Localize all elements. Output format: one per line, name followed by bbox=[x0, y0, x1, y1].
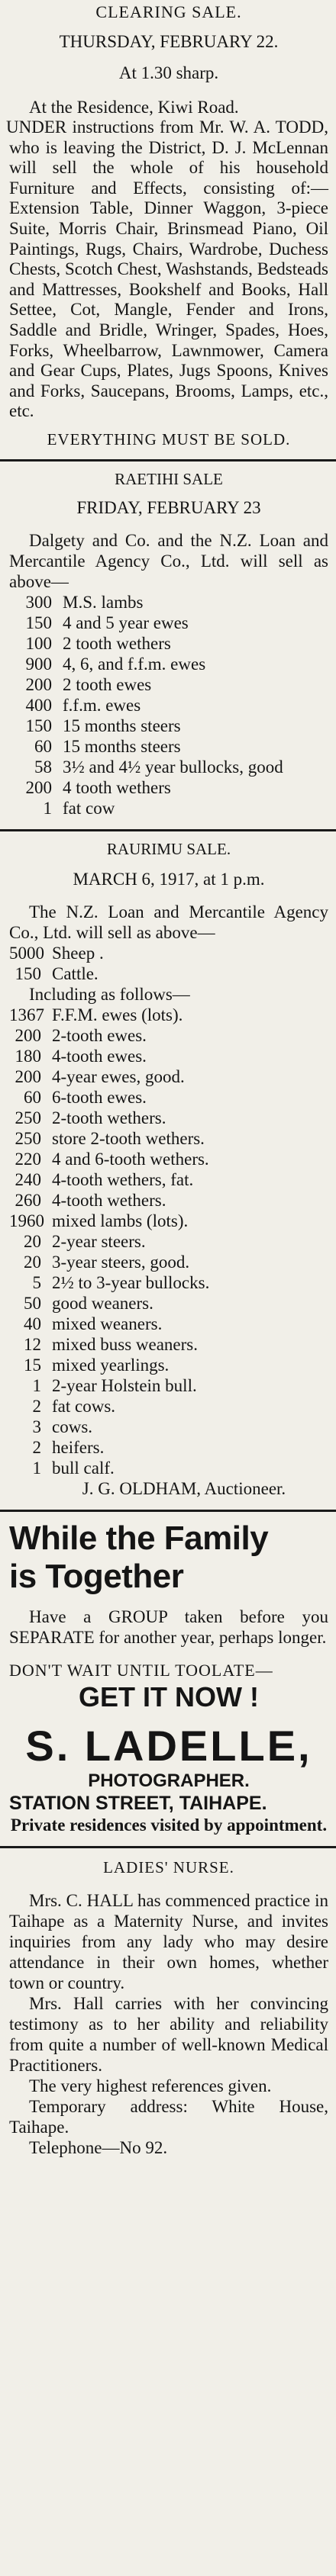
raurimu-including: Including as follows— bbox=[29, 984, 190, 1004]
raetihi-sale-date: FRIDAY, FEBRUARY 23 bbox=[76, 497, 261, 517]
lot-description: 15 months steers bbox=[63, 716, 181, 735]
lot-row bbox=[9, 633, 328, 654]
lot-quantity: 2 bbox=[32, 1437, 41, 1457]
lot-description: good weaners. bbox=[52, 1293, 153, 1313]
clearing-sale-footer: EVERYTHING MUST BE SOLD. bbox=[47, 429, 291, 449]
raurimu-summary-list bbox=[9, 943, 328, 984]
photographer-name: S. LADELLE, bbox=[25, 1721, 312, 1770]
lot-description: 4-tooth ewes. bbox=[52, 1046, 147, 1066]
lot-row bbox=[9, 1190, 328, 1211]
lot-quantity: 180 bbox=[15, 1046, 41, 1066]
lot-row bbox=[9, 943, 328, 963]
lot-quantity: 900 bbox=[25, 654, 52, 674]
nurse-title: LADIES' NURSE. bbox=[103, 1857, 234, 1877]
lot-row bbox=[9, 1293, 328, 1314]
lot-row bbox=[9, 736, 328, 757]
lot-quantity: 100 bbox=[25, 633, 52, 653]
lot-description: 4 tooth wethers bbox=[63, 777, 171, 797]
lot-row bbox=[9, 674, 328, 695]
lot-description: 4 and 5 year ewes bbox=[63, 613, 189, 632]
lot-row bbox=[9, 1458, 328, 1478]
lot-row bbox=[9, 1066, 328, 1087]
lot-description: mixed lambs (lots). bbox=[52, 1211, 189, 1230]
clearing-sale-location: At the Residence, Kiwi Road. bbox=[29, 98, 239, 117]
lot-quantity: 200 bbox=[15, 1025, 41, 1045]
lot-quantity: 400 bbox=[25, 695, 52, 715]
lot-description: 3½ and 4½ year bullocks, good bbox=[63, 757, 283, 777]
lot-description: fat cows. bbox=[52, 1396, 116, 1416]
lot-quantity: 220 bbox=[15, 1149, 41, 1169]
photographer-street: STATION STREET, TAIHAPE. bbox=[9, 1792, 267, 1814]
lot-row bbox=[9, 1025, 328, 1046]
lot-row bbox=[9, 1252, 328, 1272]
photographer-ad bbox=[9, 1512, 328, 1846]
lot-row bbox=[9, 1417, 328, 1437]
auctioneer-signature: J. G. OLDHAM, Auctioneer. bbox=[82, 1478, 286, 1498]
raetihi-sale-ad bbox=[9, 461, 328, 829]
nurse-para-3: The very highest references given. bbox=[29, 2076, 272, 2095]
lot-description: mixed buss weaners. bbox=[52, 1334, 198, 1354]
lot-quantity: 2 bbox=[32, 1396, 41, 1416]
lot-quantity: 50 bbox=[24, 1293, 41, 1313]
lot-description: 4-tooth wethers. bbox=[52, 1190, 166, 1210]
lot-row bbox=[9, 1355, 328, 1375]
lot-row bbox=[9, 1396, 328, 1417]
lot-quantity: 250 bbox=[15, 1128, 41, 1148]
lot-row bbox=[9, 1128, 328, 1149]
lot-description: store 2-tooth wethers. bbox=[52, 1128, 205, 1148]
nurse-address: Temporary address: White House, Taihape. bbox=[9, 2096, 328, 2137]
photographer-headline-1: While the Family bbox=[9, 1519, 269, 1557]
lot-row bbox=[9, 1046, 328, 1066]
lot-row bbox=[9, 1375, 328, 1396]
lot-quantity: 20 bbox=[24, 1252, 41, 1272]
lot-row bbox=[9, 716, 328, 736]
lot-description: cows. bbox=[52, 1417, 93, 1436]
clearing-sale-ad bbox=[6, 0, 328, 459]
lot-row bbox=[9, 1211, 328, 1231]
clearing-sale-date: THURSDAY, FEBRUARY 22. bbox=[59, 32, 279, 51]
lot-quantity: 300 bbox=[25, 592, 52, 612]
nurse-ad bbox=[9, 1848, 328, 2158]
raurimu-sale-intro: The N.Z. Loan and Mercantile Agency Co., Ltd. will sell as above— bbox=[9, 902, 328, 942]
lot-row bbox=[9, 1108, 328, 1128]
lot-description: 2 tooth wethers bbox=[63, 633, 171, 653]
lot-description: 2-year Holstein bull. bbox=[52, 1375, 197, 1395]
clearing-sale-title: CLEARING SALE. bbox=[95, 2, 242, 21]
lot-description: bull calf. bbox=[52, 1458, 115, 1478]
raetihi-lots-list bbox=[9, 592, 328, 818]
lot-quantity: 1367 bbox=[9, 1005, 44, 1024]
raurimu-sale-datetime: MARCH 6, 1917, at 1 p.m. bbox=[73, 869, 265, 889]
lot-description: 4, 6, and f.f.m. ewes bbox=[63, 654, 206, 674]
lot-description: 3-year steers, good. bbox=[52, 1252, 190, 1272]
lot-row bbox=[9, 1005, 328, 1025]
lot-quantity: 200 bbox=[15, 1066, 41, 1086]
lot-description: Cattle. bbox=[52, 963, 99, 983]
lot-row bbox=[9, 695, 328, 716]
lot-description: 2 tooth ewes bbox=[63, 674, 152, 694]
lot-row bbox=[9, 963, 328, 984]
lot-quantity: 12 bbox=[24, 1334, 41, 1354]
lot-row bbox=[9, 1272, 328, 1293]
nurse-para-2: Mrs. Hall carries with her convincing testimony as to her ability and reliability from quite a number of well-known Medical Practitioners. bbox=[9, 1993, 328, 2075]
lot-description: 2-tooth wethers. bbox=[52, 1108, 166, 1127]
lot-description: 2½ to 3-year bullocks. bbox=[52, 1272, 210, 1292]
lot-row bbox=[9, 592, 328, 613]
lot-description: Sheep . bbox=[52, 943, 104, 963]
lot-quantity: 150 bbox=[25, 613, 52, 632]
lot-quantity: 260 bbox=[15, 1190, 41, 1210]
dont-wait-line: DON'T WAIT UNTIL TOOLATE— bbox=[9, 1660, 273, 1680]
lot-description: f.f.m. ewes bbox=[63, 695, 141, 715]
lot-description: mixed yearlings. bbox=[52, 1355, 170, 1375]
lot-description: M.S. lambs bbox=[63, 592, 144, 612]
lot-quantity: 5 bbox=[32, 1272, 41, 1292]
clearing-sale-time: At 1.30 sharp. bbox=[118, 63, 219, 82]
lot-quantity: 60 bbox=[34, 736, 52, 756]
lot-description: 15 months steers bbox=[63, 736, 181, 756]
photographer-private: Private residences visited by appointment. bbox=[10, 1815, 328, 1835]
lot-row bbox=[9, 1169, 328, 1190]
lot-description: 6-tooth ewes. bbox=[52, 1087, 147, 1107]
lot-quantity: 200 bbox=[25, 777, 52, 797]
lot-quantity: 58 bbox=[34, 757, 52, 777]
lot-row bbox=[9, 798, 328, 818]
lot-description: mixed weaners. bbox=[52, 1314, 163, 1333]
lot-row bbox=[9, 1149, 328, 1169]
lot-quantity: 150 bbox=[15, 963, 41, 983]
lot-description: fat cow bbox=[63, 798, 115, 818]
lot-row bbox=[9, 757, 328, 777]
lot-quantity: 200 bbox=[25, 674, 52, 694]
nurse-para-1: Mrs. C. HALL has commenced practice in Taihape as a Maternity Nurse, and invites inquiries from any lady who may desire attendance in their own homes, whether town or country. bbox=[9, 1890, 328, 1992]
lot-quantity: 150 bbox=[25, 716, 52, 735]
lot-row bbox=[9, 1087, 328, 1108]
raurimu-lots-list bbox=[9, 1005, 328, 1478]
lot-description: 2-year steers. bbox=[52, 1231, 146, 1251]
lot-quantity: 60 bbox=[24, 1087, 41, 1107]
lot-quantity: 240 bbox=[15, 1169, 41, 1189]
lot-quantity: 1 bbox=[43, 798, 52, 818]
photographer-body: Have a GROUP taken before you SEPARATE for another year, perhaps longer. bbox=[9, 1606, 328, 1647]
lot-quantity: 5000 bbox=[9, 943, 44, 963]
lot-row bbox=[9, 1314, 328, 1334]
lot-description: heifers. bbox=[52, 1437, 105, 1457]
lot-description: 4 and 6-tooth wethers. bbox=[52, 1149, 209, 1169]
lot-description: F.F.M. ewes (lots). bbox=[52, 1005, 183, 1024]
lot-description: 2-tooth ewes. bbox=[52, 1025, 147, 1045]
lot-quantity: 20 bbox=[24, 1231, 41, 1251]
lot-quantity: 1960 bbox=[9, 1211, 44, 1230]
nurse-telephone: Telephone—No 92. bbox=[29, 2137, 168, 2157]
lot-row bbox=[9, 777, 328, 798]
photographer-headline-2: is Together bbox=[9, 1557, 184, 1595]
lot-quantity: 1 bbox=[32, 1458, 41, 1478]
lot-row bbox=[9, 1334, 328, 1355]
raetihi-sale-intro: Dalgety and Co. and the N.Z. Loan and Mercantile Agency Co., Ltd. will sell as above— bbox=[9, 530, 328, 591]
raurimu-sale-title: RAURIMU SALE. bbox=[106, 839, 231, 858]
get-it-now: GET IT NOW ! bbox=[79, 1680, 259, 1713]
lot-row bbox=[9, 1231, 328, 1252]
raurimu-sale-ad bbox=[9, 831, 328, 1510]
lot-quantity: 1 bbox=[32, 1375, 41, 1395]
lot-description: 4-year ewes, good. bbox=[52, 1066, 185, 1086]
lot-row bbox=[9, 1437, 328, 1458]
lot-quantity: 250 bbox=[15, 1108, 41, 1127]
lot-quantity: 40 bbox=[24, 1314, 41, 1333]
lot-quantity: 15 bbox=[24, 1355, 41, 1375]
lot-quantity: 3 bbox=[32, 1417, 41, 1436]
clearing-sale-body: UNDER instructions from Mr. W. A. TODD, who is leaving the District, D. J. McLennan will sell the whole of his household Furniture and Effects, consisting of:— Extension Table, Dinner Waggon, 3-piece Suite, Morris Chair, Brinsmead Piano, Oil Paintings, Rugs, Chairs, Wardrobe, Duchess Chests, Scotch Chest, Washstands, Bedsteads and Mattresses, Bookshelf and Books, Hall Settee, Cot, Mangle, Fender and Irons, Saddle and Bridle, Wringer, Spades, Hoes, Forks, Wheelbarrow, Lawnmower, Camera and Gear Cups, Plates, Jugs Spoons, Knives and Forks, Saucepans, Brooms, Lamps, etc., etc. bbox=[6, 117, 328, 421]
raetihi-sale-title: RAETIHI SALE bbox=[115, 469, 223, 488]
lot-description: 4-tooth wethers, fat. bbox=[52, 1169, 194, 1189]
lot-row bbox=[9, 654, 328, 674]
lot-row bbox=[9, 613, 328, 633]
photographer-profession: PHOTOGRAPHER. bbox=[88, 1770, 250, 1791]
